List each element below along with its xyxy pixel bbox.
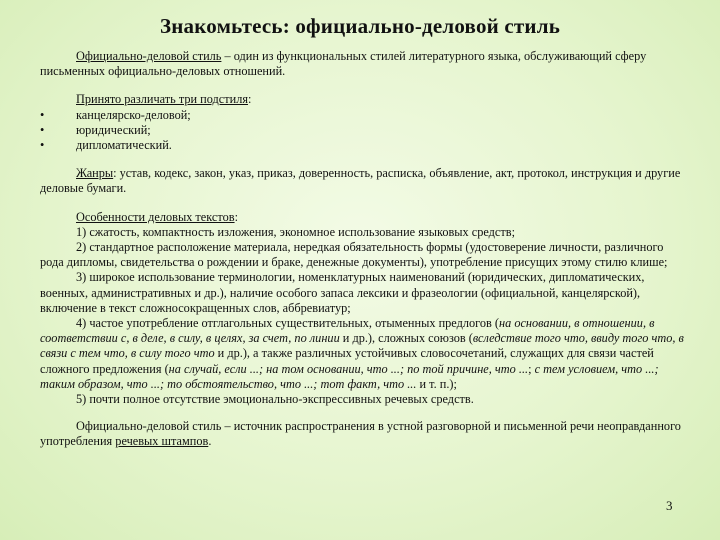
closing-paragraph: Официально-деловой стиль – источник распространения в устной разговорной и письменной речи неоправданного употребления речевых штампов. <box>40 419 681 449</box>
genres-label: Жанры <box>76 166 114 181</box>
genres-text: : устав, кодекс, закон, указ, приказ, доверенность, расписка, объявление, акт, протокол, инструкция и другие деловые бумаги. <box>40 166 681 196</box>
feature-item-3: 3) широкое использование терминологии, номенклатурных наименований (юридических, дипломатических, военных, административных и др.), наличие особого запаса лексики и фразеологии (официальной, канцелярской), включение в текст сложносокращенных слов, аббревиатур; <box>40 270 645 315</box>
substyles-lead-text: Принято различать три подстиля <box>76 92 249 107</box>
genres-paragraph <box>40 166 686 196</box>
bullet-item: • канцелярско-деловой; <box>40 107 191 122</box>
feature-item-5: 5) почти полное отсутствие эмоционально-экспрессивных речевых средств. <box>76 392 474 407</box>
intro-text: – один из функциональных стилей литературного языка, обслуживающий сферу письменных официально-деловых отношений. <box>40 49 647 79</box>
substyles-lead: Принято различать три подстиля: <box>76 92 252 107</box>
bullet-item: • юридический; <box>40 122 151 137</box>
features-heading: Особенности деловых текстов: <box>76 209 238 224</box>
content-body <box>40 49 686 450</box>
intro-term: Официально-деловой стиль <box>76 49 222 63</box>
bullet-dot: • <box>40 122 45 137</box>
bullet-dot: • <box>40 138 45 153</box>
feature-item-1: 1) сжатость, компактность изложения, экономное использование языковых средств; <box>76 224 515 239</box>
feature-item-4: 4) частое употребление отглагольных существительных, отыменных предлогов (на основании, в отношении, в соответствии с, в деле, в силу, в целях, за счет, по линии и др.), сложных союзов (вследствие того что, ввиду того что, в связи с тем что, в силу того что и др.), а также различных устойчивых словосочетаний, служащих для связи частей сложного предложения (на случай, если ...; на том основании, что ...; по той причине, что ...; с тем условием, что ...; таким образом, что ...; то обстоятельство, что ...; тот факт, что ... и т. п.); <box>40 316 684 391</box>
page-title: Знакомьтесь: официально-деловой стиль <box>159 14 561 38</box>
page-number: 3 <box>666 498 673 513</box>
bullet-dot: • <box>40 107 45 122</box>
bullet-item: • дипломатический. <box>40 138 172 153</box>
speech-cliches-link: речевых штампов <box>115 434 209 449</box>
feature-item-2: 2) стандартное расположение материала, нередкая обязательность формы (удостоверение личности, различного рода дипломы, свидетельства о рождении и браке, денежные документы), употребление присущих этому стилю клише; <box>40 240 668 270</box>
intro-paragraph <box>40 49 686 79</box>
